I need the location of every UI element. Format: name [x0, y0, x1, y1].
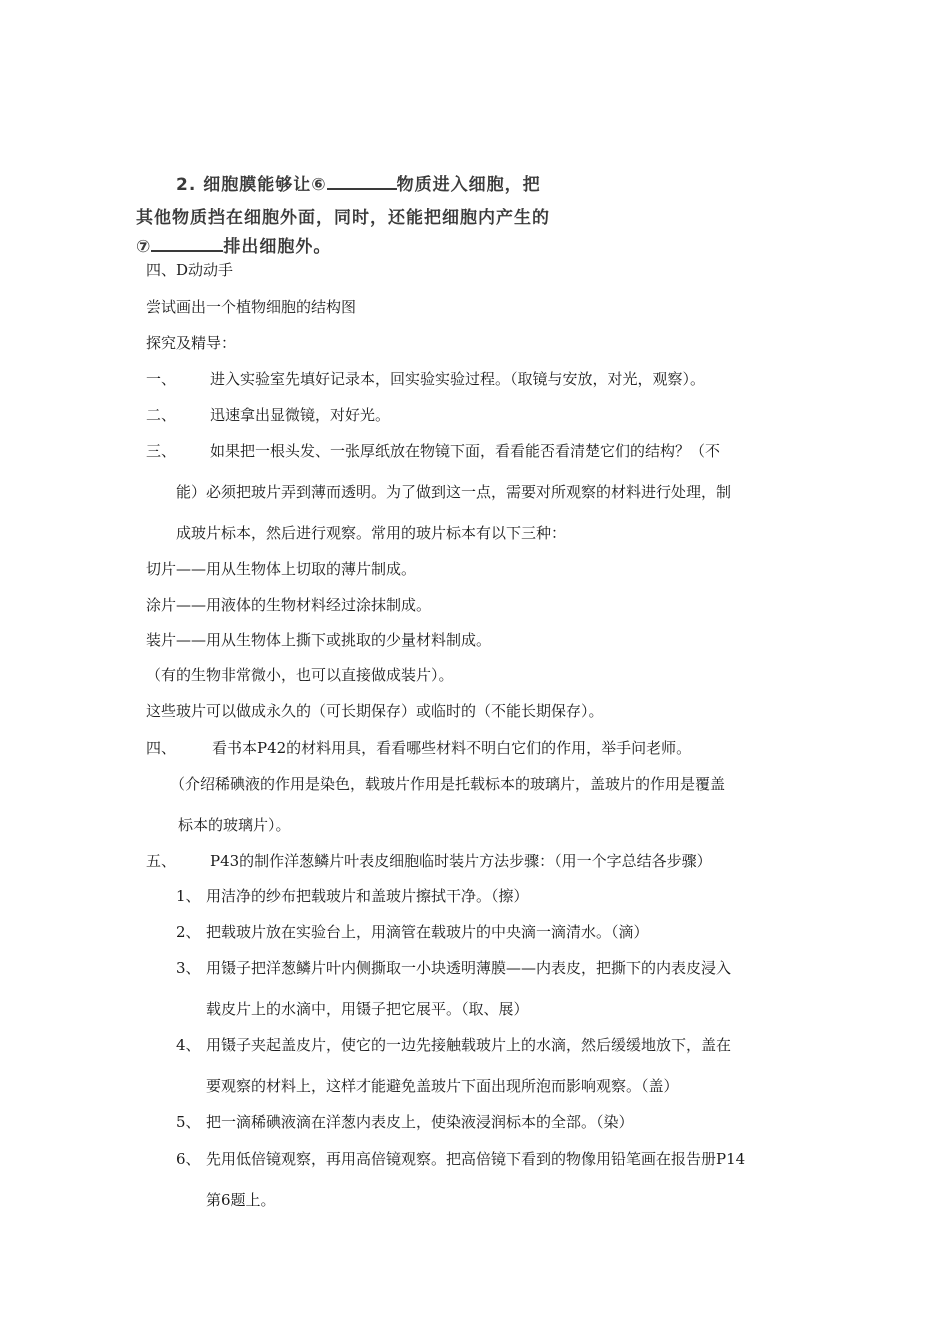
step-6-continuation: 第6题上。 [206, 1191, 276, 1209]
step-2-number: 2、 [176, 923, 201, 941]
step-2-text: 把载玻片放在实验台上，用滴管在载玻片的中央滴一滴清水。（滴） [206, 923, 649, 941]
scan-line-1 [176, 170, 541, 195]
item-4-text: 看书本P42的材料用具，看看哪些材料不明白它们的作用，举手问老师。 [212, 739, 692, 757]
step-3-continuation: 载皮片上的水滴中，用镊子把它展平。（取、展） [206, 1000, 529, 1018]
item-5-text: P43的制作洋葱鳞片叶表皮细胞临时装片方法步骤：（用一个字总结各步骤） [210, 852, 712, 870]
fill-blank-7 [151, 234, 223, 252]
slide-note: （有的生物非常微小，也可以直接做成装片）。 [146, 666, 454, 684]
item-4-continuation-1: （介绍稀碘液的作用是染色，载玻片作用是托载标本的玻璃片，盖玻片的作用是覆盖 [170, 775, 726, 793]
item-2-text: 迅速拿出显微镜，对好光。 [210, 406, 391, 424]
scan-line-1-prefix: 2. 细胞膜能够让⑥ [176, 175, 327, 195]
step-5-number: 5、 [176, 1113, 201, 1131]
item-3-number: 三、 [146, 442, 177, 460]
step-3-number: 3、 [176, 959, 201, 977]
fill-blank-6 [327, 172, 397, 190]
item-5-number: 五、 [146, 852, 177, 870]
item-1-number: 一、 [146, 370, 177, 388]
step-4-number: 4、 [176, 1036, 201, 1054]
explore-title: 探究及精导： [146, 334, 237, 352]
item-4-number: 四、 [146, 739, 177, 757]
scan-line-3-suffix: 排出细胞外。 [223, 237, 332, 257]
item-3-text: 如果把一根头发、一张厚纸放在物镜下面，看看能否看清楚它们的结构？（不 [210, 442, 721, 460]
step-6-text: 先用低倍镜观察，再用高倍镜观察。把高倍镜下看到的物像用铅笔画在报告册P14 [206, 1150, 746, 1168]
item-3-continuation-1: 能）必须把玻片弄到薄而透明。为了做到这一点，需要对所观察的材料进行处理，制 [176, 483, 732, 501]
scan-line-3-prefix: ⑦ [136, 237, 152, 257]
slide-preservation: 这些玻片可以做成永久的（可长期保存）或临时的（不能长期保存）。 [146, 702, 604, 720]
scan-line-1-suffix: 物质进入细胞，把 [396, 175, 541, 195]
step-3-text: 用镊子把洋葱鳞片叶内侧撕取一小块透明薄膜——内表皮，把撕下的内表皮浸入 [206, 959, 732, 977]
scan-line-3 [136, 232, 331, 257]
step-4-continuation: 要观察的材料上，这样才能避免盖玻片下面出现所泡而影响观察。（盖） [206, 1077, 679, 1095]
scan-line-2: 其他物质挡在细胞外面，同时，还能把细胞内产生的 [136, 208, 550, 228]
step-6-number: 6、 [176, 1150, 201, 1168]
item-1-text: 进入实验室先填好记录本，回实验实验过程。（取镜与安放，对光，观察）。 [210, 370, 706, 388]
section-4-title: 四、D动动手 [146, 261, 234, 279]
item-3-continuation-2: 成玻片标本，然后进行观察。常用的玻片标本有以下三种： [176, 524, 567, 542]
step-4-text: 用镊子夹起盖皮片，使它的一边先接触载玻片上的水滴，然后缓缓地放下，盖在 [206, 1036, 732, 1054]
draw-task: 尝试画出一个植物细胞的结构图 [146, 298, 357, 316]
item-2-number: 二、 [146, 406, 177, 424]
step-1-number: 1、 [176, 887, 201, 905]
slide-type-section: 切片——用从生物体上切取的薄片制成。 [146, 560, 417, 578]
slide-type-mount: 装片——用从生物体上撕下或挑取的少量材料制成。 [146, 631, 492, 649]
step-1-text: 用洁净的纱布把载玻片和盖玻片擦拭干净。（擦） [206, 887, 529, 905]
slide-type-smear: 涂片——用液体的生物材料经过涂抹制成。 [146, 596, 432, 614]
step-5-text: 把一滴稀碘液滴在洋葱内表皮上，使染液浸润标本的全部。（染） [206, 1113, 634, 1131]
item-4-continuation-2: 标本的玻璃片）。 [178, 816, 291, 834]
